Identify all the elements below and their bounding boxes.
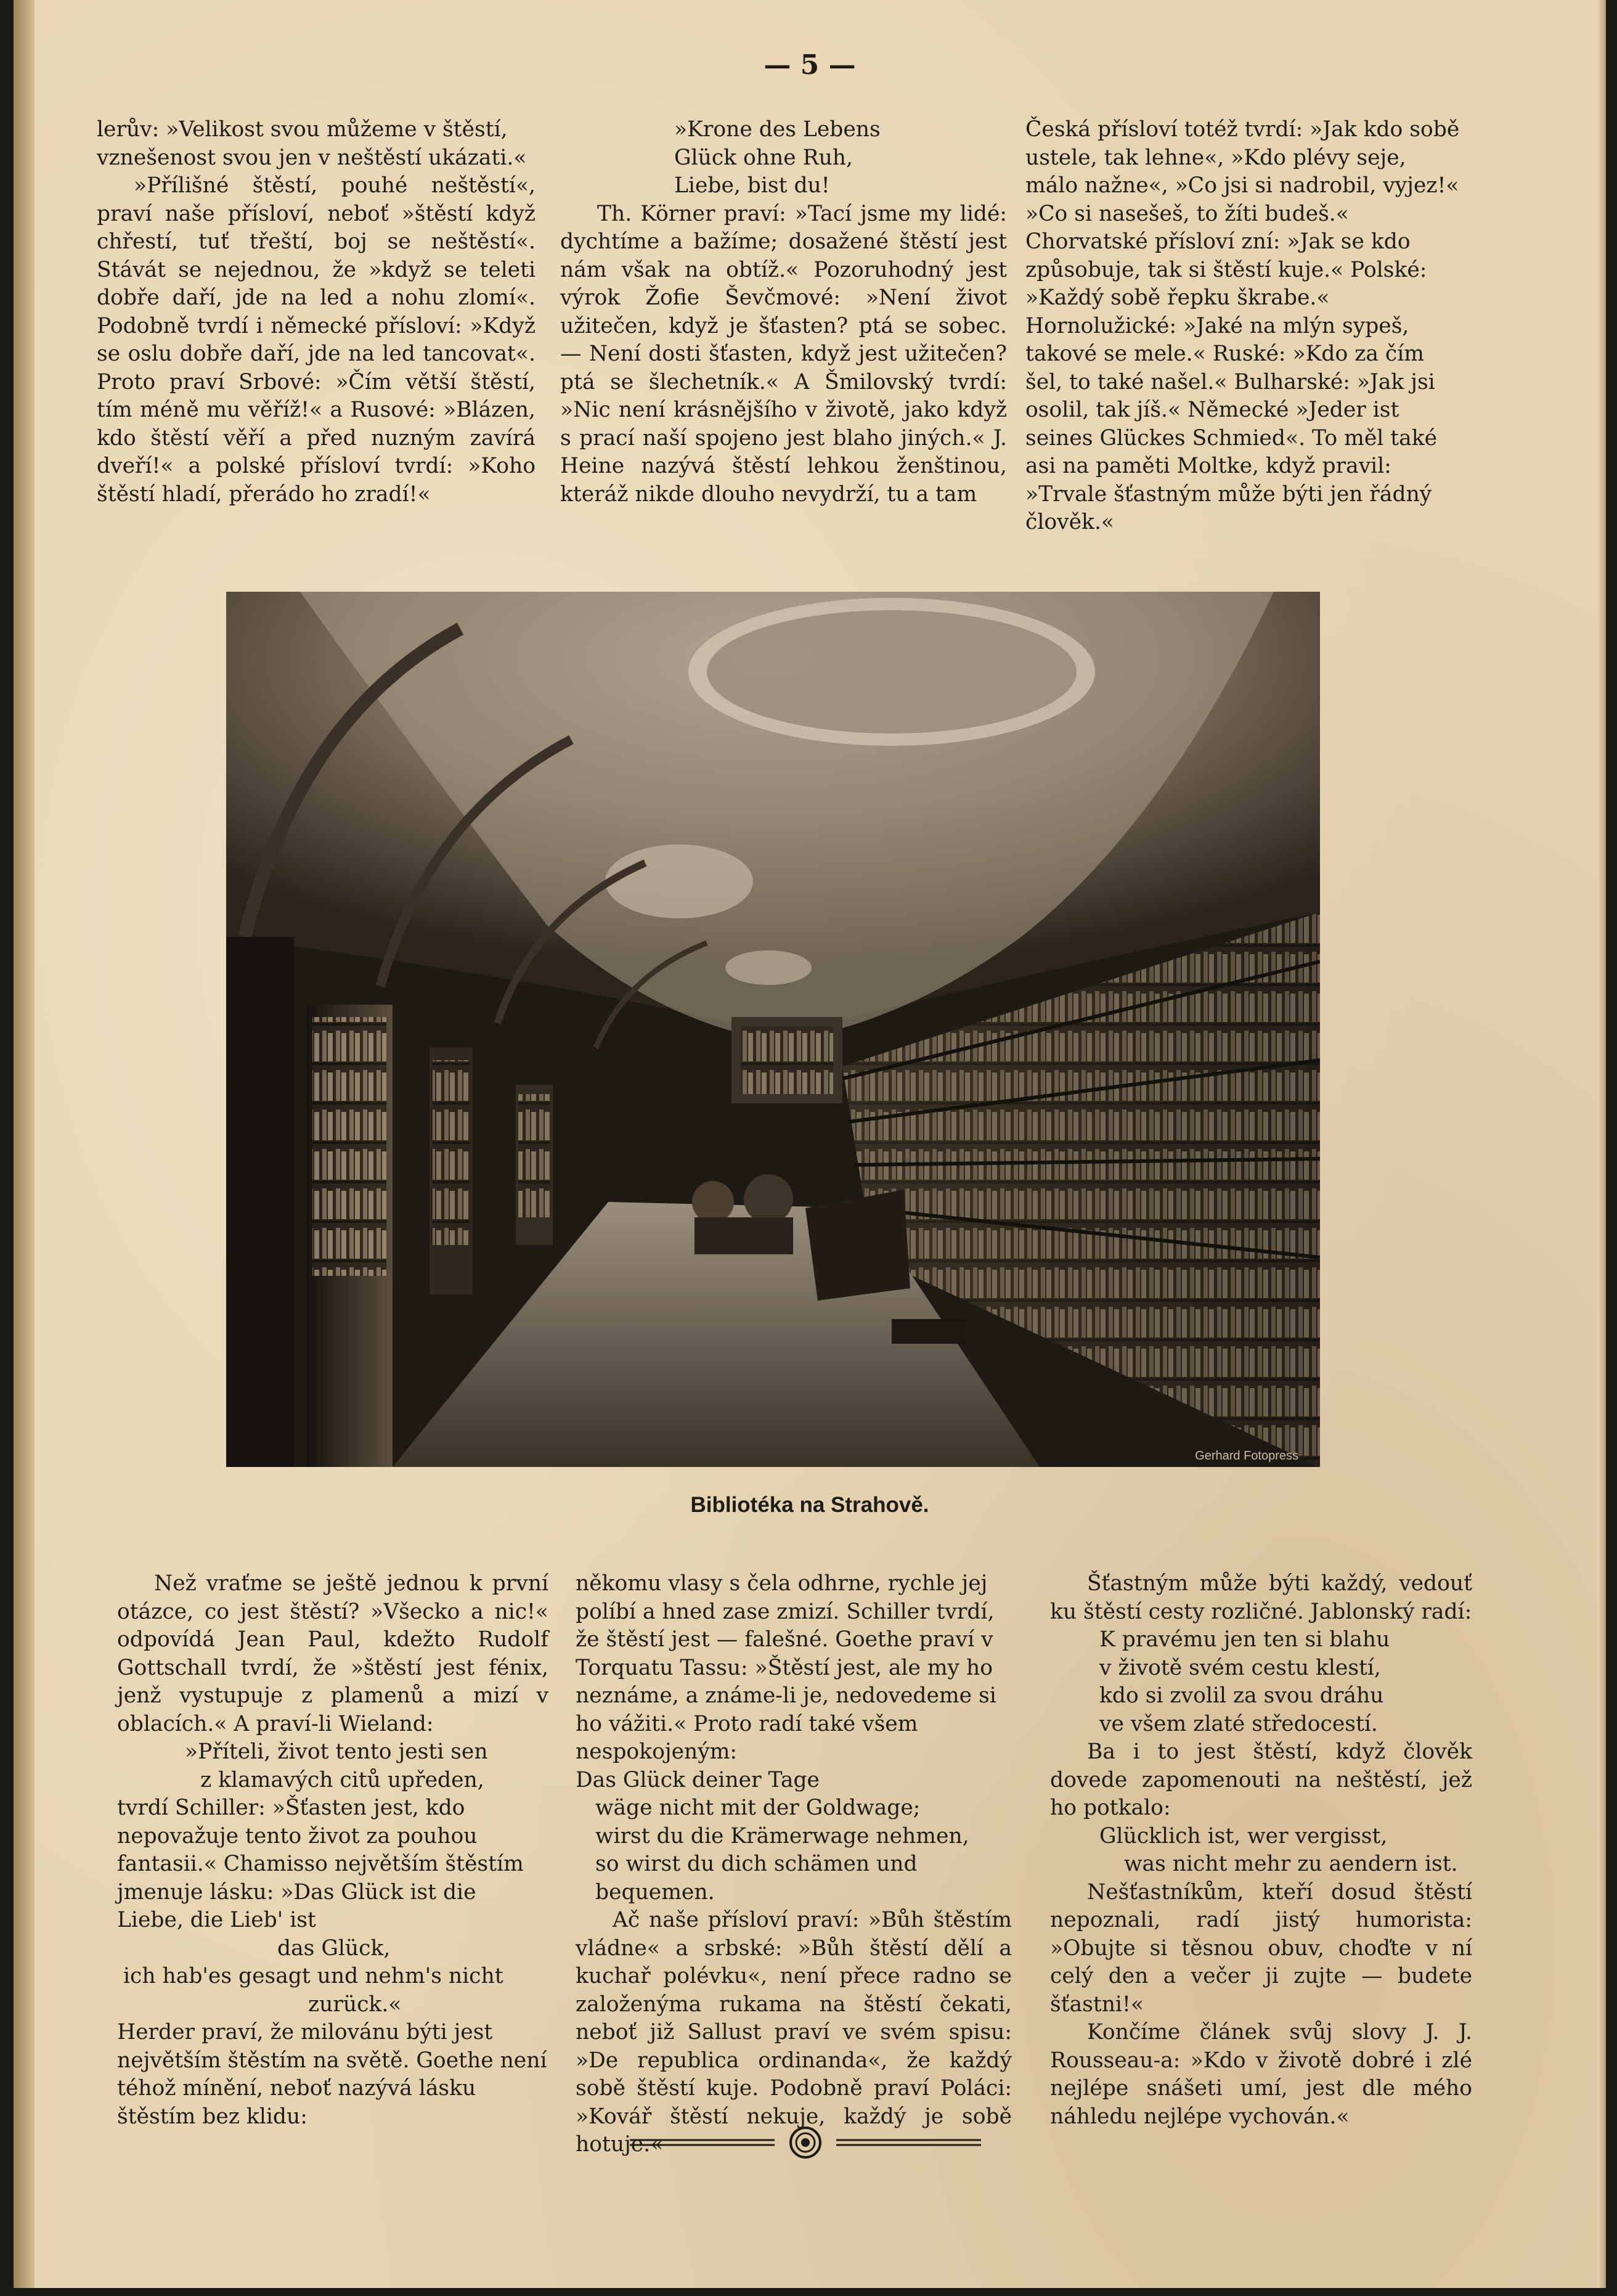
top-column-3 xyxy=(1025,116,1465,537)
photo-caption: Bibliotéka na Strahově. xyxy=(690,1493,929,1517)
bottom-column-1 xyxy=(117,1570,548,2131)
paragraph: Česká přísloví totéž tvrdí: »Jak kdo sobě ustele, tak lehne«, »Kdo plévy seje, málo nažne«, »Co jsi si nadrobil, vyjez!« »Co si nasešeš, to žíti budeš.« Chorvatské přísloví zní: »Jak se kdo způsobuje, tak si štěstí kuje.« Polské: »Každý sobě řepku škrabe.« Hornolužické: »Jaké na mlýn sypeš, takové se mele.« Ruské: »Kdo za čím šel, to také našel.« Bulharské: »Jak jsi osolil, tak jíš.« Německé »Jeder ist seines Glückes Schmied«. To měl také asi na paměti Moltke, když pravil: »Trvale šťastným může býti jen řádný člověk.« xyxy=(1025,117,1460,534)
verse-line: was nicht mehr zu aendern ist. xyxy=(1124,1852,1458,1876)
binding-gutter xyxy=(14,0,35,2288)
magazine-page xyxy=(14,0,1606,2288)
verse-line: ve všem zlaté středocestí. xyxy=(1099,1711,1378,1736)
paragraph: lerův: »Velikost svou můžeme v štěstí, vznešenost svou jen v neštěstí ukázati.« xyxy=(97,117,527,170)
verse-line: v životě svém cestu klestí, xyxy=(1099,1655,1381,1680)
paragraph: »Přílišné štěstí, pouhé neštěstí«, praví naše přísloví, neboť »štěstí když chřestí, tuť třeští, boj se neštěstí«. Stávát se nejednou, že »když se teleti dobře daří, jde na led a nohu zlomí«. Podobně tvrdí i německé přísloví: »Když se oslu dobře daří, jde na led tancovat«. Proto praví Srbové: »Čím větší štěstí, tím méně mu věříž!« a Rusové: »Blázen, kdo štěstí věří a před nuzným zavírá dveří!« a polské přísloví tvrdí: »Koho štěstí hladí, přerádo ho zradí!« xyxy=(97,173,536,507)
verse-line: Glück ohne Ruh, xyxy=(674,145,853,170)
paragraph: Ač naše přísloví praví: »Bůh štěstím vládne« a srbské: »Bůh štěstí dělí a kuchař polévku«, není přece radno se založenýma rukama na štěstí čekati, neboť již Sallust praví ve svém spisu: »De republica ordinanda«, že každý sobě štěstí kuje. Podobně praví Poláci: »Kovář štěstí nekuje, každý je sobě hotuje.« xyxy=(576,1908,1012,2157)
verse-line: Liebe, bist du! xyxy=(674,173,830,198)
verse-line: so wirst du dich schämen und bequemen. xyxy=(595,1852,918,1905)
top-column-1 xyxy=(97,116,536,509)
paragraph: Th. Körner praví: »Tací jsme my lidé: dychtíme a bažíme; dosažené štěstí jest nám však na obtíž.« Pozoruhodný jest výrok Žofie Ševčmové: »Není život užitečen, když je šťasten? ptá se sobec. — Není dosti šťasten, když jest užitečen? ptá se šlechetník.« A Šmilovský tvrdí: »Nic není krásnějšího v životě, jako když s prací naší spojeno jest blaho jiných.« J. Heine nazývá štěstí lehkou ženštinou, kteráž nikde dlouho nevydrží, tu a tam xyxy=(560,201,1007,507)
photo-credit: Gerhard Fotopress xyxy=(1195,1449,1298,1463)
verse-line: das Glück, xyxy=(277,1935,391,1961)
paragraph: Nešťastníkům, kteří dosud štěstí nepoznali, radí jistý humorista: »Obujte si těsnou obuv, choďte v ní celý den a večer ji zujte — budete šťastni!« xyxy=(1050,1879,1472,2017)
library-photo xyxy=(226,592,1320,1467)
verse-line: Glücklich ist, wer vergisst, xyxy=(1099,1823,1388,1849)
paragraph: Ba i to jest štěstí, když člověk dovede zapomenouti na neštěstí, jež ho potkalo: xyxy=(1050,1739,1472,1820)
verse-line: kdo si zvolil za svou dráhu xyxy=(1099,1683,1384,1708)
paragraph: tvrdí Schiller: »Šťasten jest, kdo nepovažuje tento život za pouhou fantasii.« Chamisso největším štěstím jmenuje lásku: »Das Glück ist die Liebe, die Lieb' ist xyxy=(117,1796,524,1932)
paragraph: Končíme článek svůj slovy J. J. Rousseau-a: »Kdo v životě dobré i zlé nejlépe snášeti umí, jest dle mého náhledu nejlépe vychován.« xyxy=(1050,2020,1472,2129)
bottom-column-3 xyxy=(1050,1570,1472,2131)
verse-line: K pravému jen ten si blahu xyxy=(1099,1627,1390,1652)
verse-line: wirst du die Krämerwage nehmen, xyxy=(595,1823,969,1849)
page-edge xyxy=(1597,0,1606,2288)
verse-line: »Krone des Lebens xyxy=(674,117,881,142)
paragraph: Herder praví, že milovánu býti jest největším štěstím na světě. Goethe není téhož mínění, neboť nazývá lásku štěstím bez klidu: xyxy=(117,2020,547,2129)
paragraph: Než vraťme se ještě jednou k první otázce, co jest štěstí? »Všecko a nic!« odpovídá Jean Paul, kdežto Rudolf Gottschall tvrdí, že »štěstí jest fénix, jenž vystupuje z plamenů a mizí v oblacích.« A praví-li Wieland: xyxy=(117,1571,548,1736)
ornament-rule-icon xyxy=(630,2125,981,2162)
verse-line: wäge nicht mit der Goldwage; xyxy=(595,1796,921,1820)
bottom-column-2 xyxy=(576,1570,1012,2159)
verse-line: zurück.« xyxy=(308,1992,402,2017)
paragraph: někomu vlasy s čela odhrne, rychle jej políbí a hned zase zmizí. Schiller tvrdí, že štěstí jest — falešné. Goethe praví v Torquatu Tassu: »Štěstí jest, ale my ho neznáme, a známe-li je, nedovedeme si ho vážiti.« Proto radí také všem nespokojeným: xyxy=(576,1571,996,1764)
verse-line: ich hab'es gesagt und nehm's nicht xyxy=(123,1964,503,1988)
library-illustration xyxy=(226,592,1320,1467)
paragraph: Šťastným může býti každý, vedouť ku štěstí cesty rozličné. Jablonský radí: xyxy=(1050,1571,1472,1624)
verse-line: »Příteli, život tento jesti sen xyxy=(185,1739,488,1764)
verse-line: z klamavých citů upředen, xyxy=(200,1767,484,1792)
verse-line: Das Glück deiner Tage xyxy=(576,1767,820,1792)
top-column-2 xyxy=(560,116,1007,509)
page-number: — 5 — xyxy=(764,49,856,81)
end-ornament xyxy=(630,2125,981,2162)
